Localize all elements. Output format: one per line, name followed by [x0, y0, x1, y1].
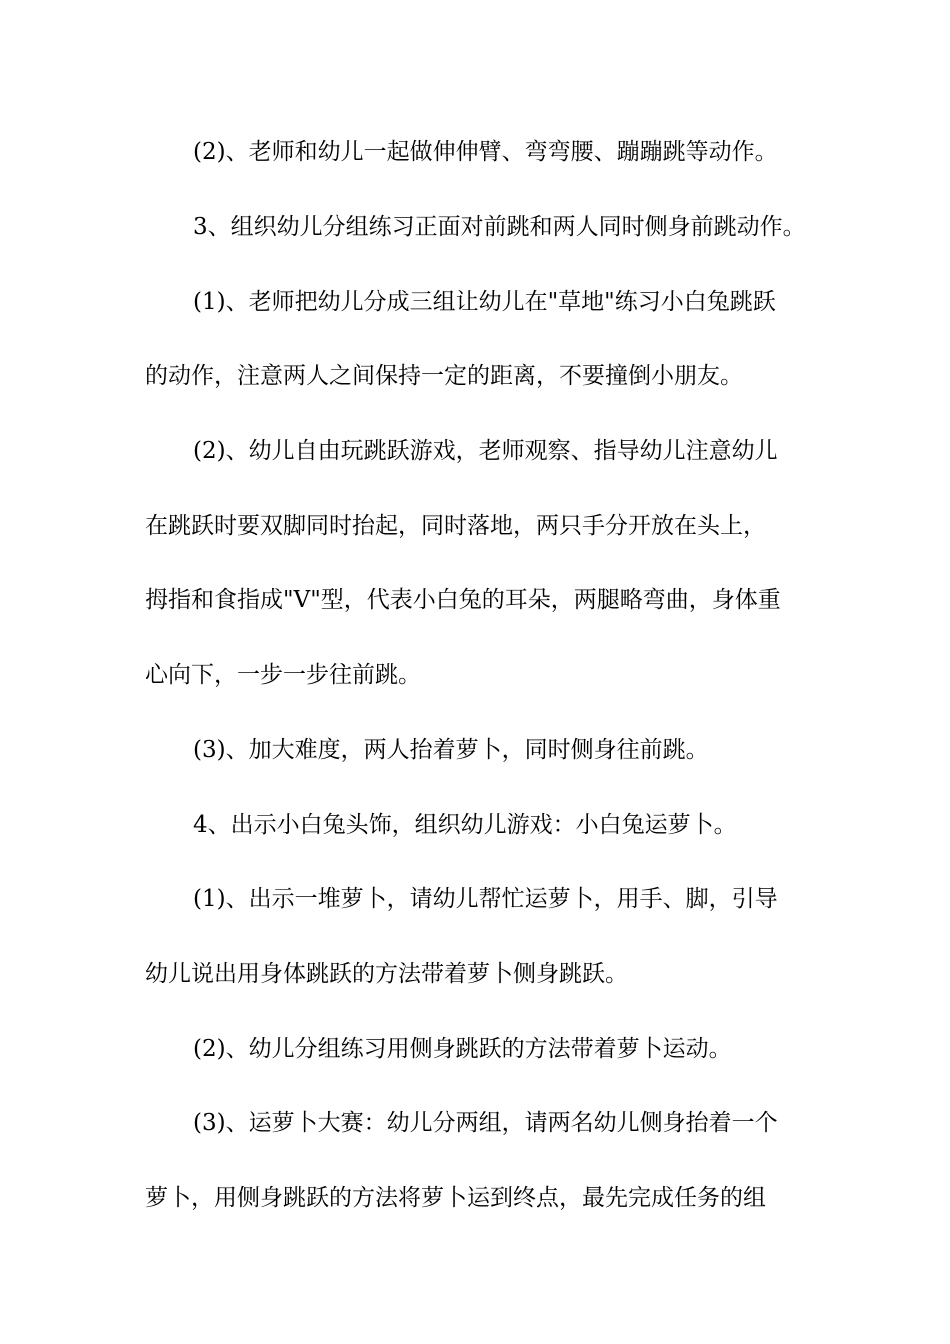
- paragraph-line: (3)、加大难度，两人抬着萝卜，同时侧身往前跳。: [193, 737, 709, 763]
- paragraph-line: (2)、老师和幼儿一起做伸伸臂、弯弯腰、蹦蹦跳等动作。: [193, 139, 778, 165]
- paragraph-line: (1)、老师把幼儿分成三组让幼儿在"草地"练习小白兔跳跃: [193, 289, 776, 315]
- paragraph-line: (1)、出示一堆萝卜，请幼儿帮忙运萝卜，用手、脚，引导: [193, 886, 778, 912]
- paragraph-line: 萝卜，用侧身跳跃的方法将萝卜运到终点，最先完成任务的组: [145, 1185, 766, 1211]
- paragraph-line: 拇指和食指成"V"型，代表小白兔的耳朵，两腿略弯曲，身体重: [145, 587, 781, 613]
- paragraph-line: 幼儿说出用身体跳跃的方法带着萝卜侧身跳跃。: [145, 961, 628, 987]
- paragraph-line: (2)、幼儿自由玩跳跃游戏，老师观察、指导幼儿注意幼儿: [193, 438, 778, 464]
- paragraph-line: 3、组织幼儿分组练习正面对前跳和两人同时侧身前跳动作。: [193, 214, 806, 240]
- paragraph-line: 心向下，一步一步往前跳。: [145, 662, 421, 688]
- paragraph-line: (3)、运萝卜大赛：幼儿分两组，请两名幼儿侧身抬着一个: [193, 1110, 778, 1136]
- paragraph-line: (2)、幼儿分组练习用侧身跳跃的方法带着萝卜运动。: [193, 1036, 732, 1062]
- paragraph-line: 的动作，注意两人之间保持一定的距离，不要撞倒小朋友。: [145, 363, 743, 389]
- paragraph-line: 在跳跃时要双脚同时抬起，同时落地，两只手分开放在头上，: [145, 513, 766, 539]
- paragraph-line: 4、出示小白兔头饰，组织幼儿游戏：小白兔运萝卜。: [193, 812, 737, 838]
